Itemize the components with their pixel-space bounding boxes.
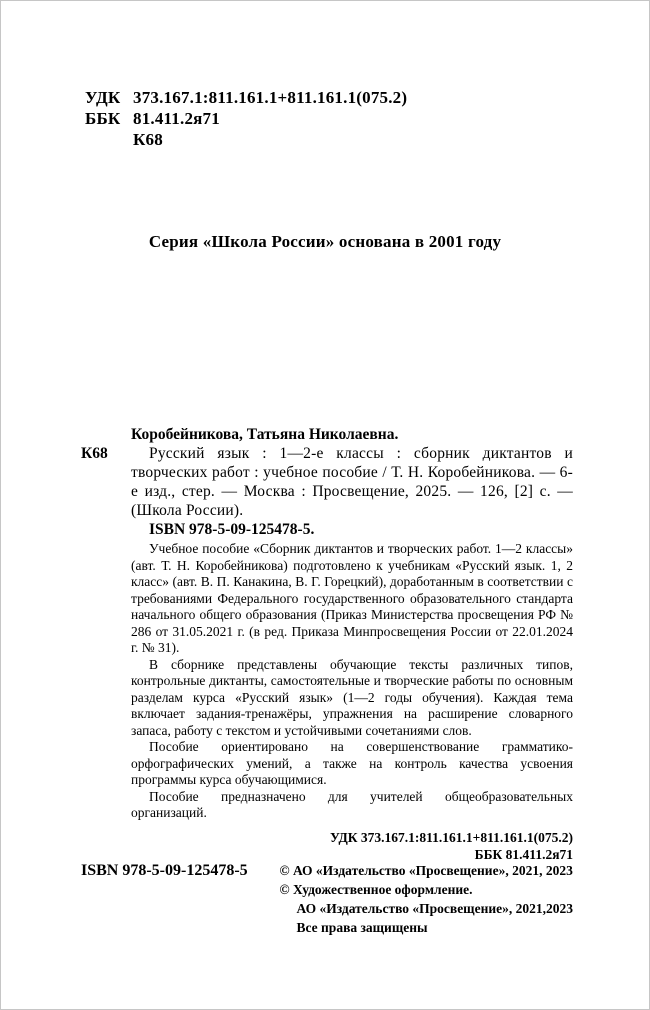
author-sign-line [85,129,407,150]
annotation-paragraph: Пособие ориентировано на совершенствование грамматико-орфографических умений, а также на контроль качества усвоения программы курса обучающимися. [131,739,573,787]
footer [81,861,573,937]
annotation-paragraph: Пособие предназначено для учителей общеобразовательных организаций. [131,788,573,820]
footer-isbn: ISBN 978-5-09-125478-5 [81,862,248,879]
copyright-line: АО «Издательство «Просвещение», 2021,2023 [296,901,573,916]
bbk-line [85,108,407,129]
annotation [81,541,573,822]
imprint-main [81,425,573,863]
bib-entry [81,444,573,520]
udk-label: УДК [85,88,121,107]
copyright-line: © АО «Издательство «Просвещение», 2021, 2023 [279,863,573,878]
copyright-line: Все права защищены [296,920,428,935]
author-sign: К68 [133,130,163,149]
bbk-line-right: ББК 81.411.2я71 [474,846,573,862]
annotation-paragraph: Учебное пособие «Сборник диктантов и творческих работ. 1—2 классы» (авт. Т. Н. Коробейникова) подготовлено к учебникам «Русский язык. 1, 2 класс» (авт. В. П. Канакина, В. Г. Горецкий), доработанным в соответствии с требованиями Федерального государственного образовательного стандарта начального общего образования (Приказ Министерства просвещения РФ № 286 от 31.05.2021 г. (в ред. Приказа Минпросвещения России от 22.01.2024 г. № 31). [131,541,573,655]
series-note: Серия «Школа России» основана в 2001 году [148,232,502,251]
bbk-label: ББК [85,109,121,128]
annotation-paragraph: В сборнике представлены обучающие тексты различных типов, контрольные диктанты, самостоятельные и творческие работы по основным разделам курса «Русский язык» (1—2 годы обучения). Каждая тема включает задания-тренажёры, упражнения на расширение словарного запаса, работу с текстом и устойчивыми сочетаниями слов. [131,656,573,738]
bib-author-sign: К68 [81,445,108,462]
bib-author: Коробейникова, Татьяна Николаевна. [131,426,399,443]
bbk-value: 81.411.2я71 [133,109,220,128]
classification-block [85,87,407,150]
classification-repeat-block [81,829,573,863]
copyright-block [280,861,574,937]
bib-description: Русский язык : 1—2-е классы : сборник диктантов и творческих работ : учебное пособие / Т. Н. Коробейникова. — 6-е изд., стер. — Москва : Просвещение, 2025. — 126, [2] с. — (Школа России). [131,445,573,519]
udk-value: 373.167.1:811.161.1+811.161.1(075.2) [133,88,408,107]
bib-isbn: ISBN 978-5-09-125478-5. [149,521,315,538]
udk-line [85,87,407,108]
udk-line-right: УДК 373.167.1:811.161.1+811.161.1(075.2) [329,829,573,845]
copyright-line: © Художественное оформление. [279,882,473,897]
